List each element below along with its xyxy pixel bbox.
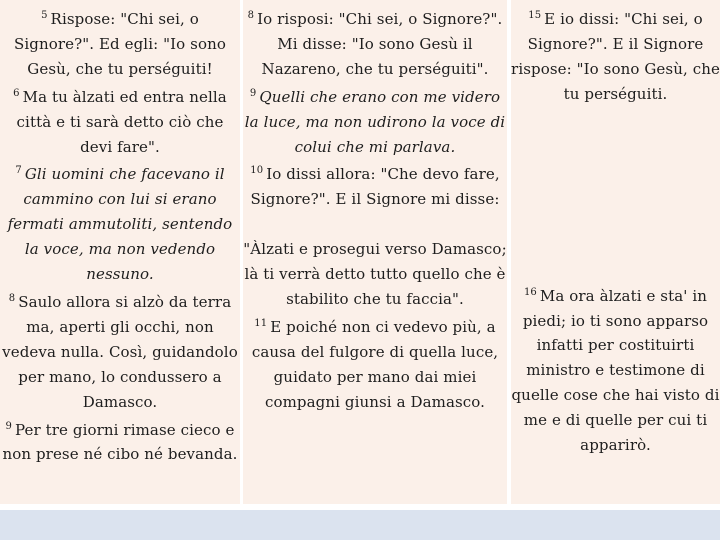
verse-text: "Àlzati e prosegui verso Damasco; là ti verrà detto tutto quello che è stabilito che tu faccia". <box>243 240 507 309</box>
verse-number: 8 <box>247 10 255 21</box>
verse-11 <box>243 312 507 415</box>
verse-8 <box>0 287 240 415</box>
acts-26-column <box>511 0 720 504</box>
verse-15 <box>511 4 720 107</box>
verse-number: 6 <box>13 87 20 99</box>
verse-5 <box>0 4 240 82</box>
verse-text: E poiché non ci vedevo più, a causa del fulgore di quella luce, guidato per mano dai miei compagni giunsi a Damasco. <box>251 317 499 411</box>
verse-16 <box>511 281 720 458</box>
footer-bar <box>0 510 720 540</box>
spacer <box>511 107 720 281</box>
verse-number: 9 <box>249 87 257 99</box>
verse-number: 5 <box>41 10 48 21</box>
verse-8 <box>243 4 507 82</box>
verse-text: Ma ora àlzati e sta' in piedi; io ti sono apparso infatti per costituirti ministro e testimone di quelle cose che hai visto di me e di quelle per cui ti apparirò. <box>511 286 720 455</box>
spacer <box>243 212 507 237</box>
verse-text: E io dissi: "Chi sei, o Signore?". E il Signore rispose: "Io sono Gesù, che tu perséguiti. <box>511 10 720 103</box>
verse-text: Per tre giorni rimase cieco e non prese né cibo né bevanda. <box>2 420 238 464</box>
verse-number: 7 <box>15 165 22 177</box>
verse-6 <box>0 82 240 160</box>
verse-text: Saulo allora si alzò da terra ma, aperti gli occhi, non vedeva nulla. Così, guidandolo per mano, lo condussero a Damasco. <box>2 292 238 411</box>
verse-text: Io risposi: "Chi sei, o Signore?". Mi disse: "Io sono Gesù il Nazareno, che tu perséguiti". <box>257 10 503 78</box>
verse-9 <box>0 415 240 468</box>
verse-number: 16 <box>523 286 537 298</box>
verse-text: Rispose: "Chi sei, o Signore?". Ed egli: "Io sono Gesù, che tu perséguiti! <box>14 10 226 78</box>
acts-9-column <box>0 0 240 504</box>
acts-22-column <box>243 0 507 504</box>
verse-number: 9 <box>5 420 13 432</box>
verse-10 <box>243 159 507 212</box>
verse-number: 8 <box>8 292 16 304</box>
verse-10-continued <box>243 237 507 312</box>
verse-text: Ma tu àlzati ed entra nella città e ti sarà detto ciò che devi fare". <box>16 87 227 156</box>
verse-9 <box>243 82 507 160</box>
verse-text: Gli uomini che facevano il cammino con lui si erano fermati ammutoliti, sentendo la voce, ma non vedendo nessuno. <box>7 165 233 284</box>
verse-number: 15 <box>528 10 542 21</box>
verse-7 <box>0 159 240 287</box>
verse-number: 11 <box>254 317 268 329</box>
verse-number: 10 <box>250 165 264 177</box>
verse-text: Quelli che erano con me videro la luce, ma non udirono la voce di colui che mi parlava. <box>244 87 506 156</box>
verse-text: Io dissi allora: "Che devo fare, Signore?". E il Signore mi disse: <box>250 165 500 209</box>
